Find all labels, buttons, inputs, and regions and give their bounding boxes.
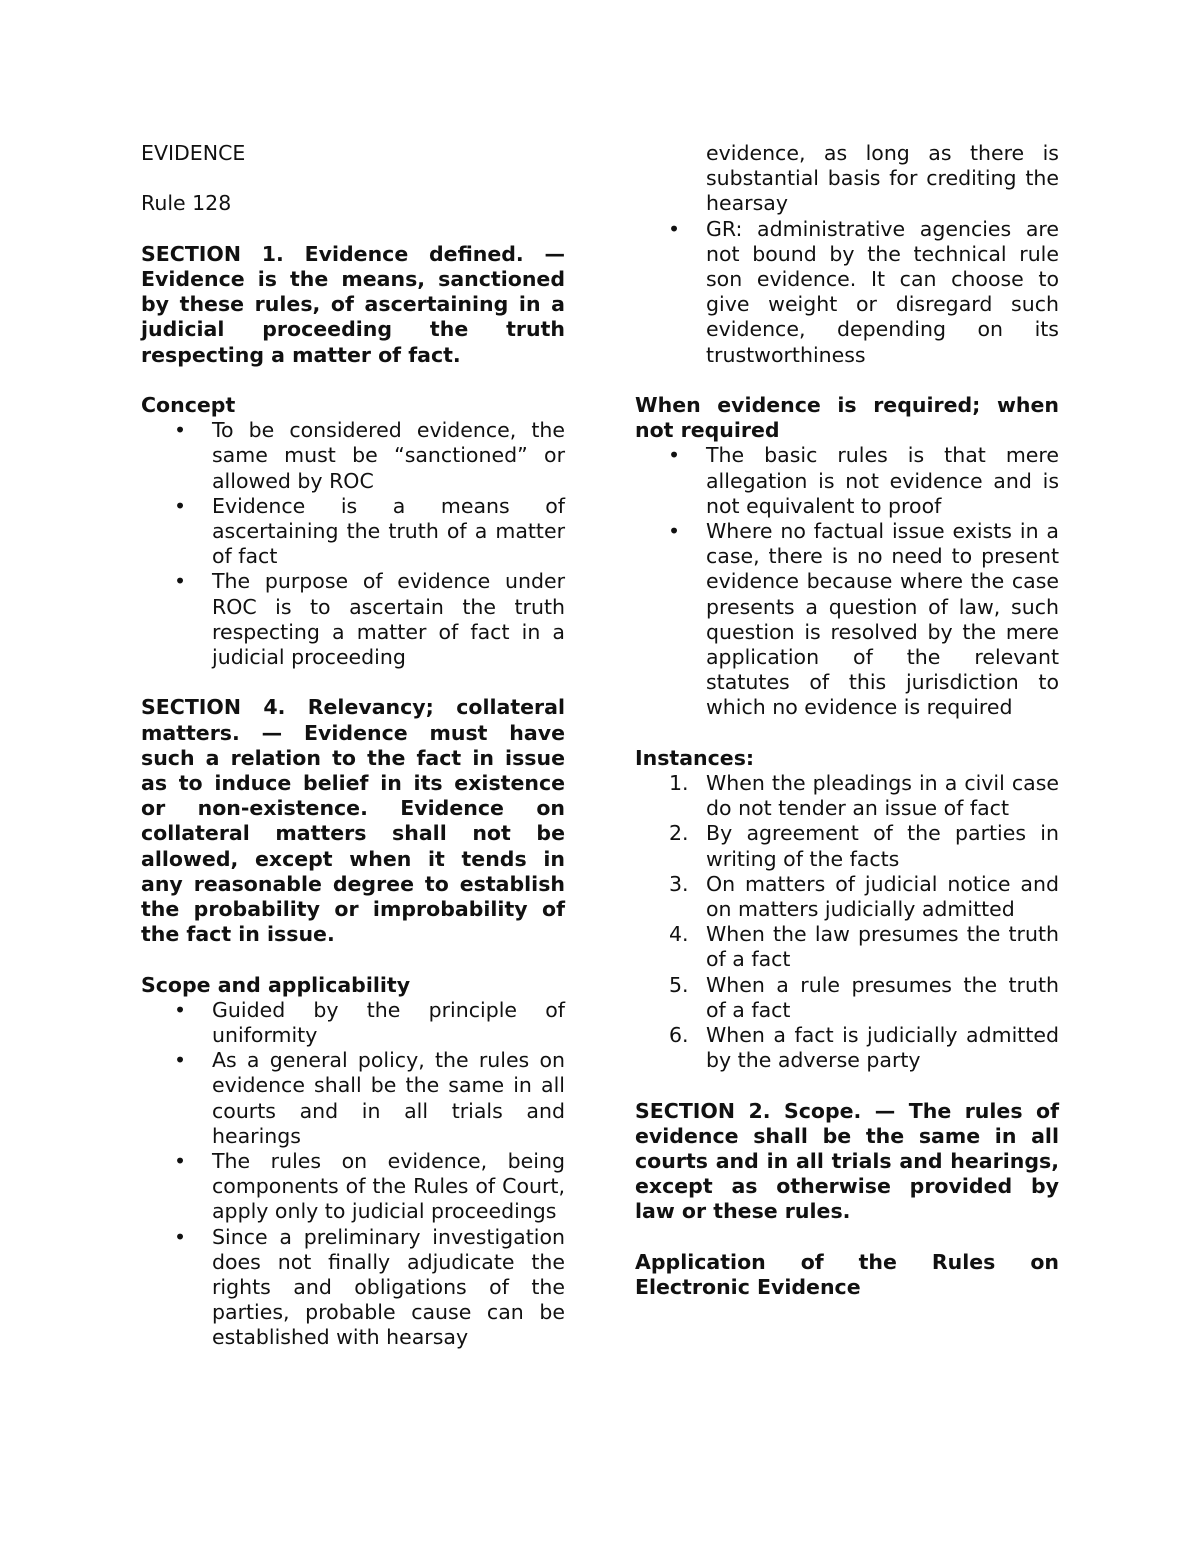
right-column — [635, 141, 1059, 1300]
item-number: 4. — [669, 922, 689, 947]
list-item-continuation: evidence, as long as there is substantial basis for crediting the hearsay — [706, 141, 1059, 216]
list-item — [635, 973, 1059, 1023]
required-list — [635, 443, 1059, 720]
scope-list-continued — [635, 141, 1059, 368]
concept-heading: Concept — [141, 392, 236, 417]
item-number: 1. — [669, 771, 689, 796]
item-text: When a rule presumes the truth of a fact — [706, 972, 1059, 1022]
item-text: On matters of judicial notice and on matters judicially admitted — [706, 871, 1059, 922]
list-item — [635, 821, 1059, 871]
list-item — [635, 922, 1059, 972]
list-item: • The basic rules is that mere allegation is not evidence and is not equivalent to proof — [635, 443, 1059, 519]
application-heading: Application of the Rules on Electronic Evidence — [635, 1249, 1059, 1300]
list-item — [635, 1023, 1059, 1073]
list-item: • Guided by the principle of uniformity — [141, 998, 565, 1048]
concept-list — [141, 418, 565, 670]
item-number: 5. — [669, 972, 689, 997]
item-number: 6. — [669, 1023, 689, 1048]
section-2-text: SECTION 2. Scope. — The rules of evidence shall be the same in all courts and in all trials and hearings, except as otherwise provided by law or these rules. — [635, 1098, 1059, 1224]
item-text: When the law presumes the truth of a fact — [706, 922, 1059, 972]
list-item: • The rules on evidence, being components of the Rules of Court, apply only to judicial proceedings — [141, 1149, 565, 1225]
section-4-text: SECTION 4. Relevancy; collateral matters. — Evidence must have such a relation to the fact in issue as to induce belief in its existence or non-existence. Evidence on collateral matters shall not be allowed, except when it tends in any reasonable degree to establish the probability or improbability of the fact in issue. — [141, 695, 565, 947]
list-item: • To be considered evidence, the same must be “sanctioned” or allowed by ROC — [141, 418, 565, 494]
instances-heading: Instances: — [635, 745, 755, 770]
item-text: When the pleadings in a civil case do not tender an issue of fact — [706, 771, 1059, 821]
rule-label: Rule 128 — [141, 191, 232, 216]
list-item: • Where no factual issue exists in a case, there is no need to present evidence because where the case presents a question of law, such question is resolved by the mere application of the relevant statutes of this jurisdiction to which no evidence is required — [635, 519, 1059, 721]
document-title: EVIDENCE — [141, 141, 246, 165]
scope-list — [141, 998, 565, 1351]
item-number: 3. — [669, 871, 689, 896]
required-heading: When evidence is required; when not required — [635, 393, 1059, 443]
instances-list — [635, 771, 1059, 1073]
scope-heading: Scope and applicability — [141, 972, 411, 997]
list-item: • GR: administrative agencies are not bound by the technical rule son evidence. It can choose to give weight or disregard such evidence, depending on its trustworthiness — [635, 217, 1059, 368]
item-text: By agreement of the parties in writing of the facts — [706, 821, 1059, 871]
list-item: • The purpose of evidence under ROC is to ascertain the truth respecting a matter of fact in a judicial proceeding — [141, 569, 565, 670]
list-item: • As a general policy, the rules on evidence shall be the same in all courts and in all trials and hearings — [141, 1048, 565, 1149]
item-text: When a fact is judicially admitted by the adverse party — [706, 1023, 1059, 1073]
left-column — [141, 141, 565, 1351]
list-item — [635, 872, 1059, 922]
list-item — [635, 771, 1059, 821]
list-item: • Evidence is a means of ascertaining the truth of a matter of fact — [141, 494, 565, 570]
list-item: • Since a preliminary investigation does not finally adjudicate the rights and obligations of the parties, probable cause can be established with hearsay — [141, 1225, 565, 1351]
item-number: 2. — [669, 821, 689, 846]
section-1-text: SECTION 1. Evidence defined. — Evidence is the means, sanctioned by these rules, of ascertaining in a judicial proceeding the truth respecting a matter of fact. — [141, 241, 565, 367]
